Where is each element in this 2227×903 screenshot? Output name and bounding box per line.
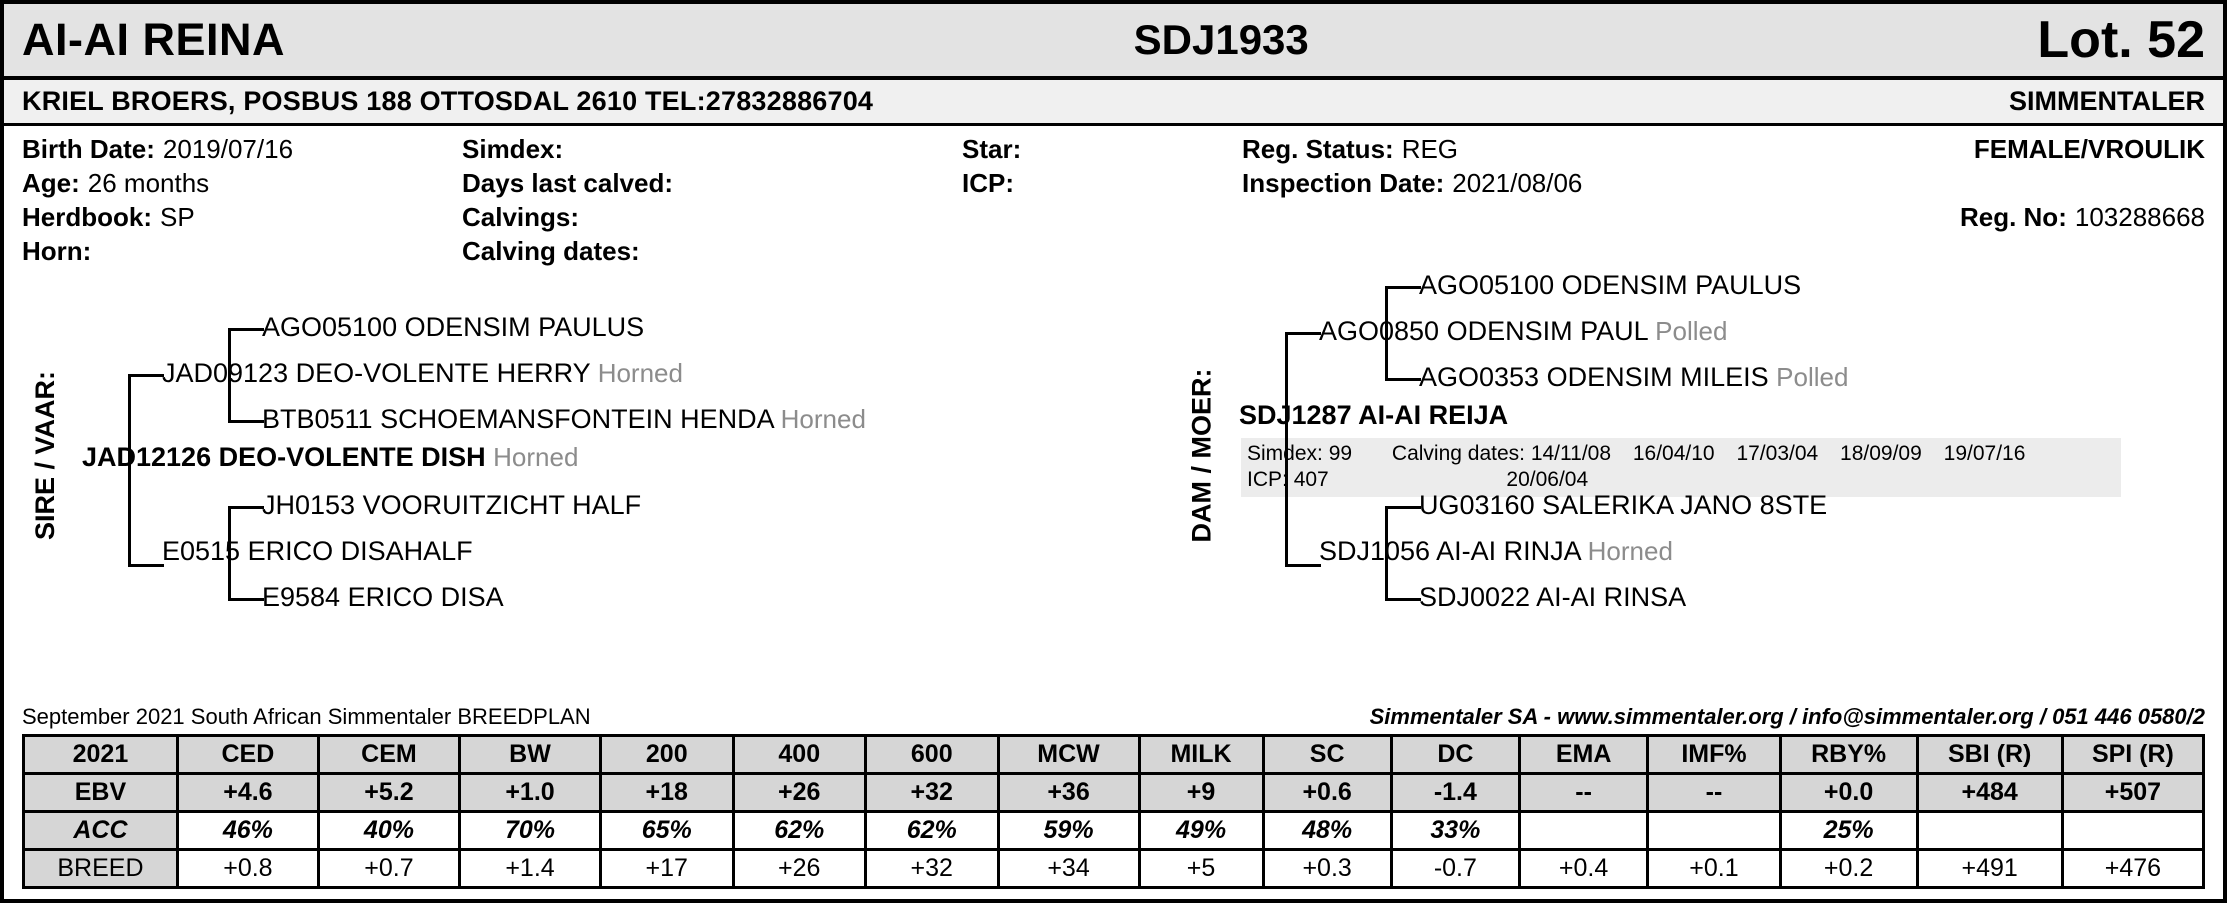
horn-field [22,236,462,267]
dam-father-name: AGO0850 ODENSIM PAUL [1319,316,1648,346]
animal-name: AI-AI REINA [22,14,285,65]
cell: +9 [1139,774,1263,812]
col-sc: SC [1263,736,1391,774]
col-cem: CEM [318,736,459,774]
cell: +491 [1917,850,2062,888]
sire-father-node [162,358,683,389]
sire-node [82,442,578,473]
cell: +4.6 [177,774,318,812]
age-value: 26 months [87,168,210,198]
cell: +17 [601,850,734,888]
cell: +507 [2062,774,2203,812]
dam-calving-date: 19/07/16 [1943,442,2026,465]
dam-detail-box [1241,438,2121,497]
col-200: 200 [601,736,734,774]
cell: 49% [1139,812,1263,850]
cell: +34 [998,850,1139,888]
calving-dates-field [462,236,962,267]
cell: +484 [1917,774,2062,812]
sire-fm-horn: Horned [780,404,866,434]
cell: +0.6 [1263,774,1391,812]
cell: +0.4 [1519,850,1647,888]
cell: +476 [2062,850,2203,888]
cell: +0.1 [1648,850,1781,888]
sire-father-horn: Horned [597,358,683,388]
dam-side-label: DAM / MOER: [1186,368,1217,542]
herdbook-value: SP [160,202,195,232]
dam-calving-date: 16/04/10 [1632,442,1715,465]
dam-pedigree [1179,270,2209,660]
dam-simdex-value: 99 [1328,442,1353,465]
cell [1917,812,2062,850]
info-row [22,236,2205,270]
dam-detail-row [1247,441,2115,467]
breed-name: SIMMENTALER [2009,86,2205,116]
cell: +1.4 [459,850,600,888]
dam-mm-name: SDJ0022 AI-AI RINSA [1419,582,1687,612]
dam-calving-date: 20/06/04 [1506,468,1589,491]
col-milk: MILK [1139,736,1263,774]
horn-label: Horn: [22,236,92,266]
cell: +18 [601,774,734,812]
sire-connector [228,420,264,423]
cell: +26 [733,850,866,888]
dam-icp-label: ICP: [1247,468,1288,491]
dam-icp-value: 407 [1293,468,1329,491]
sire-connector [128,564,164,567]
sire-mother-name: E0515 ERICO DISAHALF [162,536,473,566]
dam-mf-node [1419,490,1827,521]
dam-connector [1285,564,1321,567]
cell: 25% [1780,812,1917,850]
age-field [22,168,462,199]
cell: 70% [459,812,600,850]
reg-status-value: REG [1401,134,1459,164]
dam-simdex-label: Simdex: [1247,442,1323,465]
herdbook-field [22,202,462,233]
row-label: EBV [24,774,178,812]
reg-no-label: Reg. No: [1959,202,2067,232]
star-field [962,134,1242,165]
sex-value: FEMALE/VROULIK [1973,134,2205,164]
animal-tag: SDJ1933 [1133,16,1309,63]
days-last-calved-field [462,168,962,199]
sire-connector [228,506,264,509]
breedplan-table [22,734,2205,889]
sire-father-name: JAD09123 DEO-VOLENTE HERRY [162,358,591,388]
dam-calving-date: 18/09/09 [1840,442,1922,465]
sire-mm-name: E9584 ERICO DISA [262,582,504,612]
cell: +0.2 [1780,850,1917,888]
birth-date-field [22,134,462,165]
dam-calving-dates-label: Calving dates: [1391,442,1525,465]
col-sbi: SBI (R) [1917,736,2062,774]
sire-mf-node [262,490,641,521]
col-year: 2021 [24,736,178,774]
reg-no-value: 103288668 [2074,202,2205,232]
breeder-bar [4,80,2223,126]
dam-father-node [1319,316,1727,347]
cell: +0.3 [1263,850,1391,888]
reg-status-field [1242,134,1762,165]
sire-mother-bracket [228,506,231,598]
sire-fm-node [262,404,866,435]
col-imf: IMF% [1648,736,1781,774]
simdex-field [462,134,962,165]
dam-calving-date: 17/03/04 [1736,442,1819,465]
cell: +26 [733,774,866,812]
cell: +32 [866,774,999,812]
dam-ff-name: AGO05100 ODENSIM PAULUS [1419,270,1802,300]
dam-connector [1385,378,1421,381]
cell [2062,812,2203,850]
dam-ff-node [1419,270,1801,301]
cell: 40% [318,812,459,850]
col-rby: RBY% [1780,736,1917,774]
star-label: Star: [962,134,1022,164]
cell: -- [1648,774,1781,812]
cell: 59% [998,812,1139,850]
days-last-calved-label: Days last calved: [462,168,674,198]
col-mcw: MCW [998,736,1139,774]
cell: 62% [866,812,999,850]
dam-mother-horn: Horned [1587,536,1673,566]
col-600: 600 [866,736,999,774]
sire-ff-node [262,312,644,343]
breedplan-title: September 2021 South African Simmentaler BREEDPLAN [22,704,591,729]
dam-connector [1385,286,1421,289]
cell: +0.7 [318,850,459,888]
cell: 33% [1391,812,1519,850]
info-grid [4,126,2223,266]
dam-bracket-main [1285,332,1288,564]
col-dc: DC [1391,736,1519,774]
row-label: ACC [24,812,178,850]
table-row [24,812,2204,850]
sire-fm-name: BTB0511 SCHOEMANSFONTEIN HENDA [262,404,774,434]
sire-ff-name: AGO05100 ODENSIM PAULUS [262,312,645,342]
sire-mother-node [162,536,473,567]
sex-field [1762,134,2205,165]
icp-field [962,168,1242,199]
sire-connector [128,374,164,377]
info-row [22,134,2205,168]
dam-father-horn: Polled [1655,316,1728,346]
dam-mother-node [1319,536,1673,567]
sire-horn: Horned [493,442,579,472]
sire-side-label: SIRE / VAAR: [29,370,60,540]
icp-label: ICP: [962,168,1014,198]
col-ced: CED [177,736,318,774]
cell: +1.0 [459,774,600,812]
inspection-date-label: Inspection Date: [1242,168,1445,198]
sire-bracket-main [128,374,131,564]
col-bw: BW [459,736,600,774]
dam-fm-name: AGO0353 ODENSIM MILEIS [1419,362,1769,392]
cell: -- [1519,774,1647,812]
dam-connector [1385,598,1421,601]
cell: -0.7 [1391,850,1519,888]
header-bar [4,4,2223,80]
calving-dates-label: Calving dates: [462,236,640,266]
age-label: Age: [22,168,80,198]
reg-status-label: Reg. Status: [1242,134,1394,164]
dam-mm-node [1419,582,1686,613]
cell: +5.2 [318,774,459,812]
sire-father-bracket [228,328,231,420]
cell: 65% [601,812,734,850]
cell: +0.8 [177,850,318,888]
dam-connector [1285,332,1321,335]
dam-mf-name: UG03160 SALERIKA JANO 8STE [1419,490,1828,520]
sire-connector [228,328,264,331]
sire-pedigree [22,270,1122,660]
dam-mother-bracket [1385,506,1388,598]
sire-connector [228,598,264,601]
lot-number: Lot. 52 [2037,11,2205,69]
col-400: 400 [733,736,866,774]
calvings-label: Calvings: [462,202,580,232]
cell [1519,812,1647,850]
cell: -1.4 [1391,774,1519,812]
birth-date-label: Birth Date: [22,134,155,164]
sire-mm-node [262,582,504,613]
herdbook-label: Herdbook: [22,202,152,232]
cell: +0.0 [1780,774,1917,812]
cell: +36 [998,774,1139,812]
breeder-address: KRIEL BROERS, POSBUS 188 OTTOSDAL 2610 TEL:27832886704 [22,86,874,116]
breedplan-section [22,704,2205,889]
birth-date-value: 2019/07/16 [162,134,294,164]
dam-node [1239,400,1508,431]
cell: +5 [1139,850,1263,888]
dam-connector [1385,506,1421,509]
simdex-label: Simdex: [462,134,564,164]
inspection-date-field [1242,168,1762,199]
breedplan-contact: Simmentaler SA - www.simmentaler.org / info@simmentaler.org / 051 446 0580/2 [1369,704,2205,729]
col-ema: EMA [1519,736,1647,774]
info-row [22,202,2205,236]
reg-no-field [1762,202,2205,233]
dam-calving-date: 14/11/08 [1530,442,1612,465]
table-header-row [24,736,2204,774]
cell: 46% [177,812,318,850]
sire-name: JAD12126 DEO-VOLENTE DISH [82,442,486,472]
row-label: BREED [24,850,178,888]
cell [1648,812,1781,850]
sire-mf-name: JH0153 VOORUITZICHT HALF [262,490,642,520]
cell: 62% [733,812,866,850]
cell: 48% [1263,812,1391,850]
calvings-field [462,202,962,233]
info-row [22,168,2205,202]
inspection-date-value: 2021/08/06 [1452,168,1583,198]
dam-fm-node [1419,362,1848,393]
dam-fm-horn: Polled [1776,362,1849,392]
pedigree-area [4,270,2223,660]
breedplan-header [22,704,2205,730]
table-row [24,850,2204,888]
dam-mother-name: SDJ1056 AI-AI RINJA [1319,536,1581,566]
col-spi: SPI (R) [2062,736,2203,774]
table-row [24,774,2204,812]
cell: +32 [866,850,999,888]
dam-father-bracket [1385,286,1388,378]
dam-name: SDJ1287 AI-AI REIJA [1239,400,1509,430]
